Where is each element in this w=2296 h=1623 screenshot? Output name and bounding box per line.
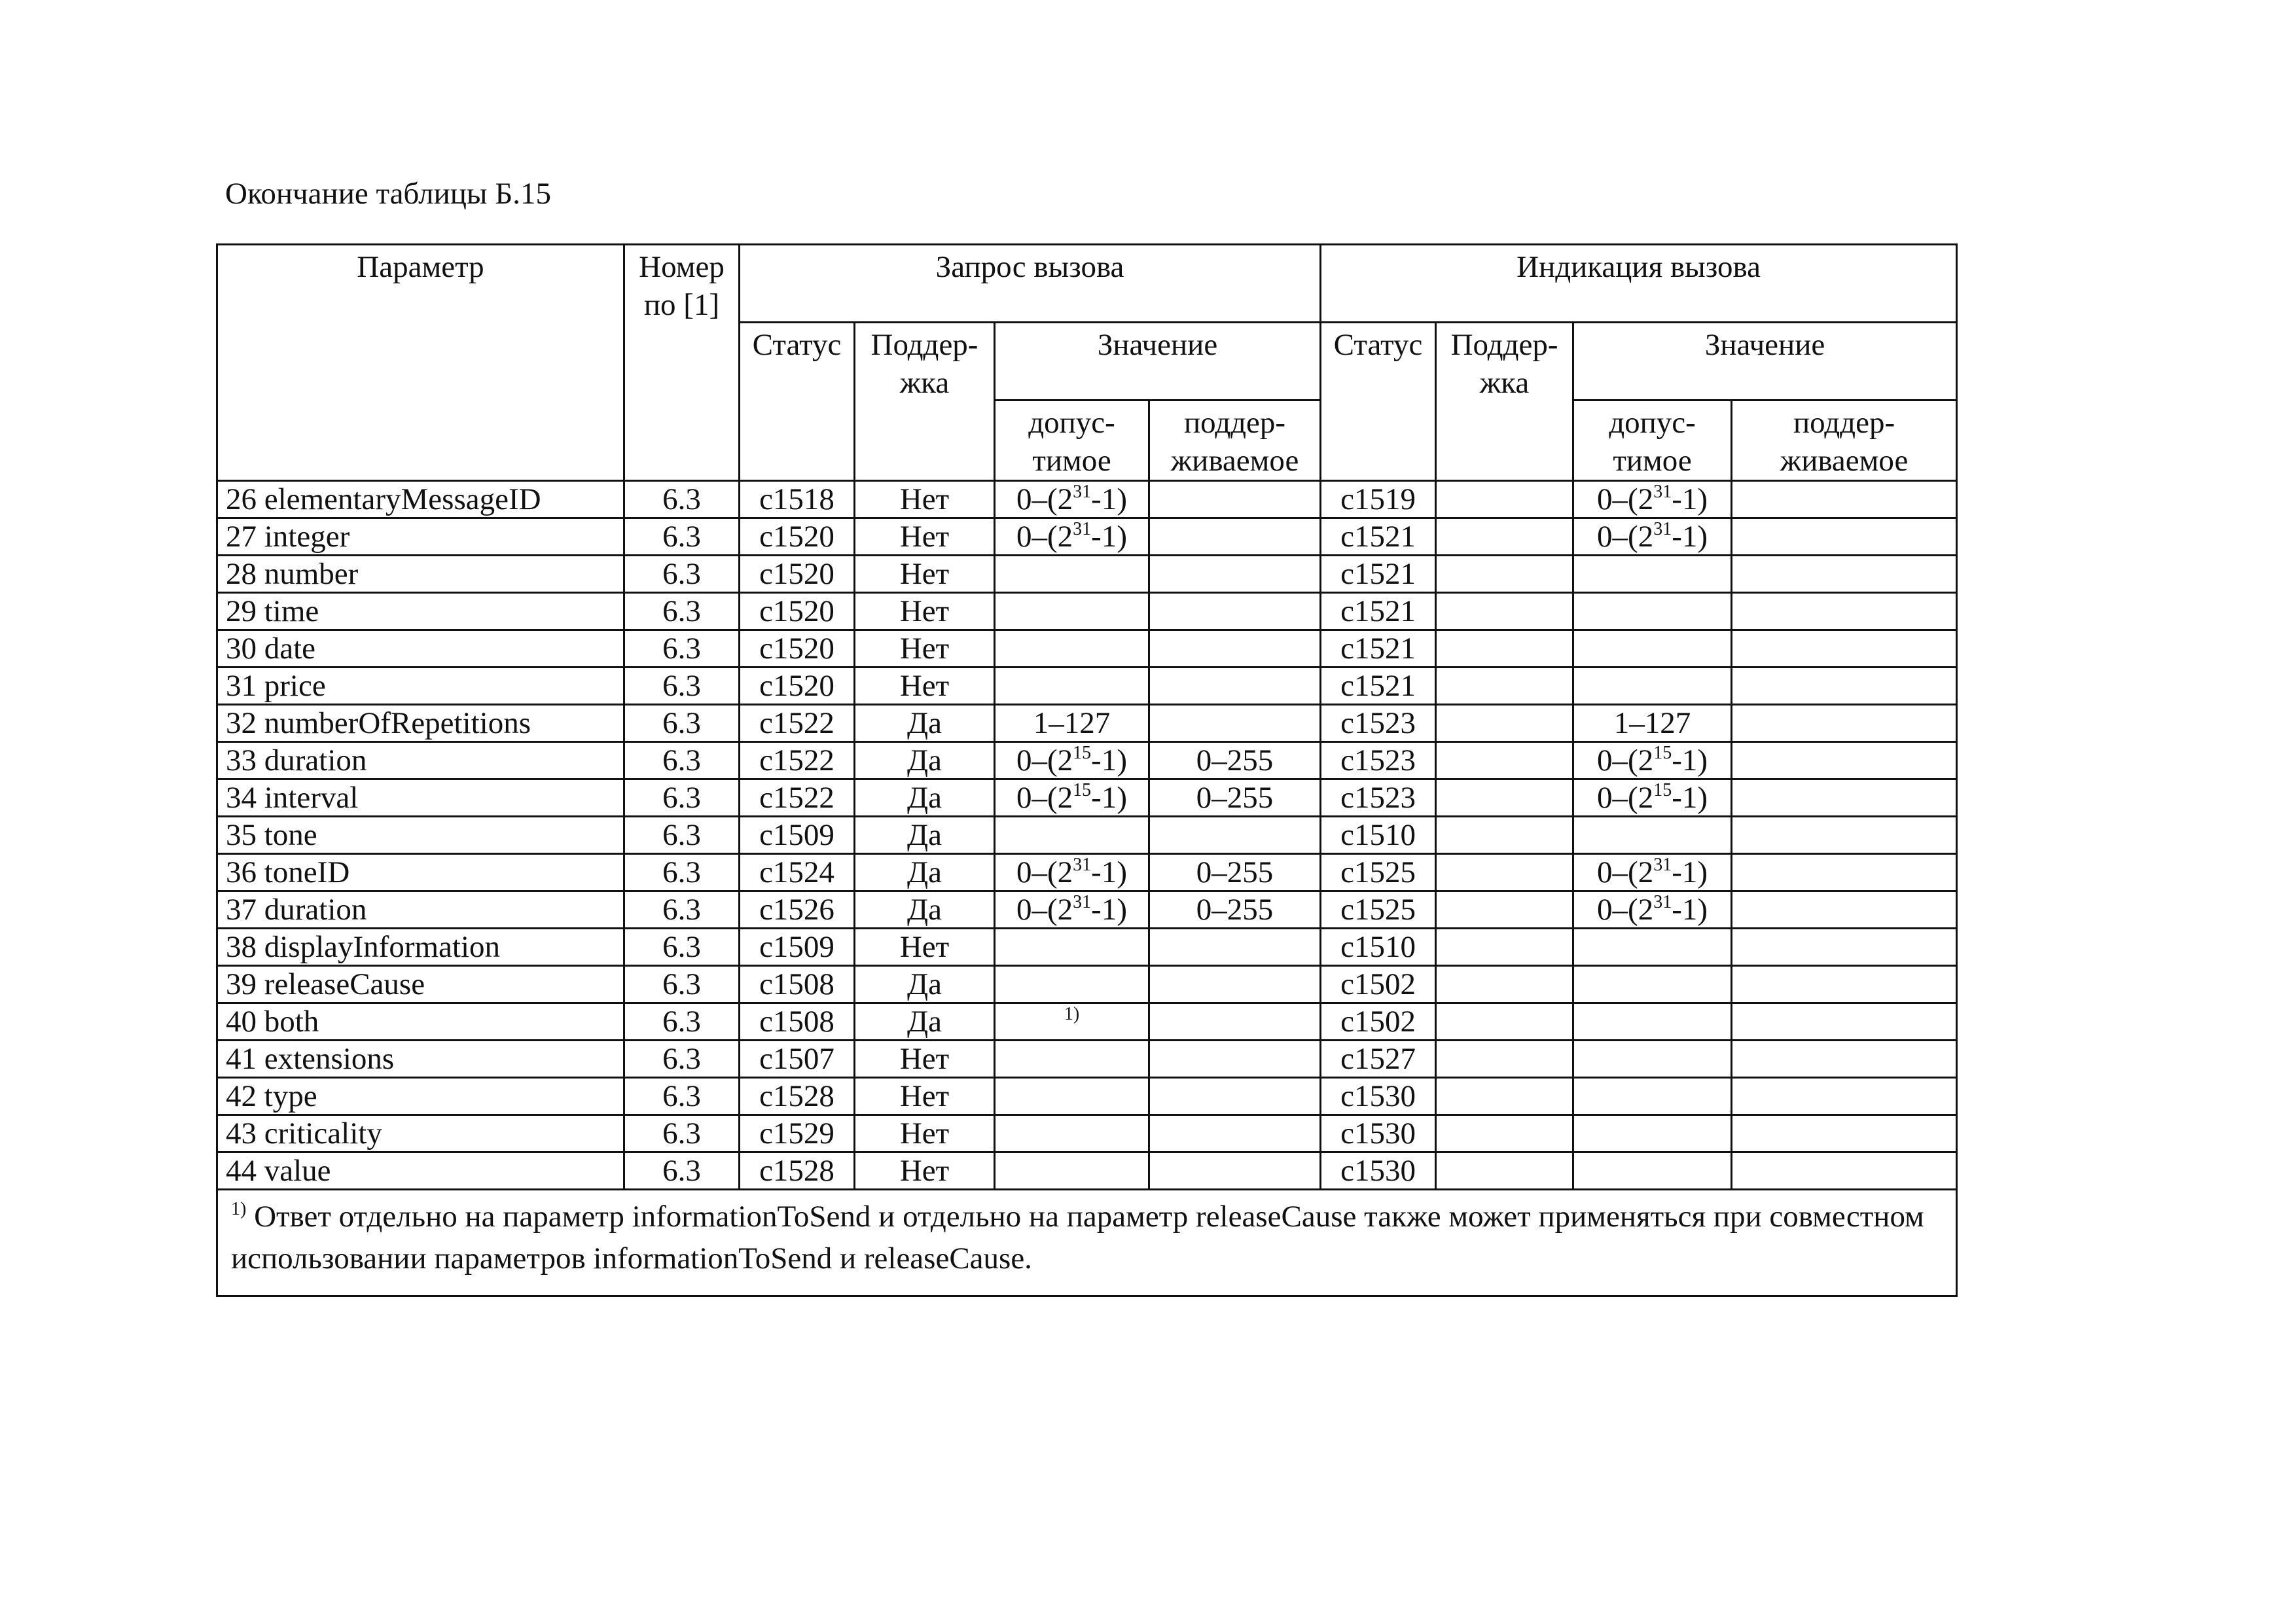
request-status-cell: c1522 [740,742,855,779]
request-support-cell: Нет [855,630,995,668]
indication-status-cell: c1521 [1321,668,1436,705]
param-cell: 38 displayInformation [217,929,624,966]
request-status-cell: c1528 [740,1078,855,1115]
indication-status-cell: c1527 [1321,1041,1436,1078]
request-status-cell: c1528 [740,1152,855,1190]
request-status-cell: c1520 [740,630,855,668]
request-supported-cell [1149,966,1321,1003]
indication-status-cell: c1502 [1321,966,1436,1003]
request-support-cell: Да [855,1003,995,1041]
request-support-cell: Да [855,817,995,854]
indication-support-cell [1436,1152,1573,1190]
indication-status-cell: c1530 [1321,1078,1436,1115]
param-cell: 33 duration [217,742,624,779]
indication-allowed-cell-exponent: 31 [1653,892,1672,912]
header-param: Параметр [217,245,624,481]
indication-allowed-cell-suffix: -1) [1672,781,1708,815]
request-status-cell: c1508 [740,1003,855,1041]
request-allowed-cell [995,929,1149,966]
param-cell: 39 releaseCause [217,966,624,1003]
header-indication-status: Статус [1321,323,1436,481]
number-cell: 6.3 [624,929,740,966]
indication-allowed-cell [1573,705,1732,742]
indication-status-cell: c1521 [1321,593,1436,630]
indication-support-cell [1436,1003,1573,1041]
request-allowed-cell [995,705,1149,742]
number-cell: 6.3 [624,779,740,817]
request-allowed-cell [995,817,1149,854]
request-allowed-cell [995,854,1149,891]
request-status-cell: c1522 [740,779,855,817]
request-allowed-cell [995,1115,1149,1152]
footnote-row [217,1190,1957,1296]
indication-support-cell [1436,742,1573,779]
indication-allowed-cell-base: 0–(2 [1597,743,1654,777]
request-allowed-cell-exponent: 31 [1073,519,1092,539]
request-supported-cell: 0–255 [1149,742,1321,779]
param-cell: 26 elementaryMessageID [217,481,624,518]
number-cell: 6.3 [624,481,740,518]
request-allowed-cell [995,1078,1149,1115]
header-request-support-line1: Поддер- [870,328,978,362]
indication-allowed-cell-exponent: 15 [1653,780,1672,800]
table-row [217,817,1957,854]
number-cell: 6.3 [624,705,740,742]
indication-allowed-cell [1573,556,1732,593]
number-cell: 6.3 [624,891,740,929]
param-cell: 44 value [217,1152,624,1190]
request-allowed-cell-base: 1–127 [1033,706,1111,740]
indication-supported-cell [1732,929,1957,966]
request-allowed-cell [995,1003,1149,1041]
indication-allowed-cell-exponent: 15 [1653,743,1672,763]
indication-allowed-cell-suffix: -1) [1672,520,1708,554]
number-cell: 6.3 [624,556,740,593]
request-support-cell: Нет [855,1115,995,1152]
request-support-cell: Нет [855,518,995,556]
indication-supported-cell [1732,779,1957,817]
request-supported-cell [1149,630,1321,668]
indication-supported-cell [1732,630,1957,668]
request-status-cell: c1529 [740,1115,855,1152]
param-cell: 37 duration [217,891,624,929]
request-supported-cell [1149,929,1321,966]
header-request-support [855,323,995,481]
parameters-table [216,243,1958,1297]
indication-allowed-cell-base: 1–127 [1613,706,1691,740]
param-cell: 31 price [217,668,624,705]
header-request-allowed-line1: допус- [1028,406,1115,440]
request-supported-cell [1149,705,1321,742]
table-row [217,929,1957,966]
table-row [217,1152,1957,1190]
indication-support-cell [1436,630,1573,668]
request-allowed-cell [995,742,1149,779]
indication-allowed-cell [1573,817,1732,854]
request-allowed-cell [995,779,1149,817]
param-cell: 43 criticality [217,1115,624,1152]
header-indication-value: Значение [1573,323,1957,401]
number-cell: 6.3 [624,1041,740,1078]
number-cell: 6.3 [624,630,740,668]
number-cell: 6.3 [624,668,740,705]
param-cell: 28 number [217,556,624,593]
request-support-cell: Нет [855,1041,995,1078]
indication-status-cell: c1510 [1321,817,1436,854]
request-allowed-cell-suffix: -1) [1091,482,1127,516]
request-supported-cell [1149,593,1321,630]
request-status-cell: c1508 [740,966,855,1003]
indication-allowed-cell [1573,1115,1732,1152]
header-request-value: Значение [995,323,1321,401]
param-cell: 29 time [217,593,624,630]
request-support-cell: Нет [855,929,995,966]
indication-status-cell: c1519 [1321,481,1436,518]
indication-status-cell: c1523 [1321,779,1436,817]
request-allowed-cell [995,1041,1149,1078]
table-row [217,854,1957,891]
param-cell: 41 extensions [217,1041,624,1078]
header-indication-allowed [1573,401,1732,481]
indication-support-cell [1436,891,1573,929]
indication-supported-cell [1732,966,1957,1003]
indication-support-cell [1436,668,1573,705]
indication-allowed-cell-base: 0–(2 [1597,781,1654,815]
indication-allowed-cell [1573,668,1732,705]
indication-support-cell [1436,518,1573,556]
indication-supported-cell [1732,556,1957,593]
request-allowed-cell-suffix: -1) [1091,781,1127,815]
indication-supported-cell [1732,1003,1957,1041]
request-status-cell: c1509 [740,929,855,966]
request-status-cell: c1520 [740,593,855,630]
request-allowed-cell [995,481,1149,518]
request-supported-cell: 0–255 [1149,891,1321,929]
request-supported-cell: 0–255 [1149,779,1321,817]
header-indication-support-line1: Поддер- [1450,328,1558,362]
request-support-cell: Да [855,966,995,1003]
table-row [217,630,1957,668]
header-request-supported-line2: живаемое [1170,444,1299,478]
indication-supported-cell [1732,1078,1957,1115]
request-allowed-cell-base: 0–(2 [1016,855,1073,889]
request-support-cell: Нет [855,481,995,518]
header-request: Запрос вызова [740,245,1321,323]
header-indication-supported-line1: поддер- [1793,406,1895,440]
indication-allowed-cell-base: 0–(2 [1597,855,1654,889]
request-status-cell: c1507 [740,1041,855,1078]
request-allowed-cell-base: 0–(2 [1016,781,1073,815]
number-cell: 6.3 [624,1003,740,1041]
request-status-cell: c1509 [740,817,855,854]
number-cell: 6.3 [624,817,740,854]
header-indication-support-line2: жка [1479,366,1530,400]
param-cell: 35 tone [217,817,624,854]
number-cell: 6.3 [624,742,740,779]
table-row [217,1115,1957,1152]
header-row-1 [217,245,1957,323]
table-row [217,1041,1957,1078]
indication-status-cell: c1530 [1321,1152,1436,1190]
param-cell: 30 date [217,630,624,668]
indication-supported-cell [1732,1041,1957,1078]
table-row [217,742,1957,779]
number-cell: 6.3 [624,593,740,630]
indication-status-cell: c1525 [1321,854,1436,891]
request-support-cell: Нет [855,593,995,630]
indication-allowed-cell-base: 0–(2 [1597,482,1654,516]
indication-allowed-cell [1573,1003,1732,1041]
request-support-cell: Нет [855,668,995,705]
request-support-cell: Нет [855,1152,995,1190]
indication-support-cell [1436,1115,1573,1152]
indication-allowed-cell [1573,891,1732,929]
indication-allowed-cell [1573,630,1732,668]
table-row [217,518,1957,556]
indication-allowed-cell-suffix: -1) [1672,743,1708,777]
request-supported-cell [1149,1078,1321,1115]
request-allowed-cell-suffix: -1) [1091,743,1127,777]
indication-allowed-cell [1573,854,1732,891]
footnote [217,1190,1957,1296]
indication-allowed-cell-base: 0–(2 [1597,520,1654,554]
indication-allowed-cell [1573,518,1732,556]
header-request-allowed-line2: тимое [1032,444,1111,478]
indication-support-cell [1436,481,1573,518]
request-supported-cell [1149,1152,1321,1190]
header-number-line1: Номер [639,250,725,284]
indication-support-cell [1436,705,1573,742]
header-number-line2: по [1] [643,288,720,322]
request-allowed-cell-exponent: 15 [1073,743,1092,763]
request-supported-cell [1149,518,1321,556]
number-cell: 6.3 [624,966,740,1003]
request-support-cell: Да [855,854,995,891]
request-support-cell: Да [855,891,995,929]
indication-status-cell: c1521 [1321,556,1436,593]
indication-allowed-cell-exponent: 31 [1653,482,1672,502]
request-status-cell: c1526 [740,891,855,929]
indication-supported-cell [1732,668,1957,705]
request-status-cell: c1522 [740,705,855,742]
indication-allowed-cell-suffix: -1) [1672,855,1708,889]
indication-supported-cell [1732,742,1957,779]
request-allowed-cell [995,891,1149,929]
request-allowed-cell-base: 0–(2 [1016,482,1073,516]
indication-support-cell [1436,593,1573,630]
table-row [217,966,1957,1003]
request-supported-cell: 0–255 [1149,854,1321,891]
header-indication-allowed-line1: допус- [1609,406,1696,440]
indication-support-cell [1436,779,1573,817]
request-allowed-cell [995,518,1149,556]
table-caption: Окончание таблицы Б.15 [225,177,551,211]
request-support-cell: Да [855,742,995,779]
request-allowed-cell-base: 0–(2 [1016,893,1073,927]
indication-allowed-cell [1573,966,1732,1003]
request-status-cell: c1524 [740,854,855,891]
header-indication-supported [1732,401,1957,481]
request-status-cell: c1520 [740,518,855,556]
request-allowed-cell-base: 0–(2 [1016,520,1073,554]
request-allowed-cell-suffix: -1) [1091,855,1127,889]
header-number [624,245,740,481]
request-supported-cell [1149,668,1321,705]
table-row [217,481,1957,518]
indication-allowed-cell [1573,742,1732,779]
indication-allowed-cell-base: 0–(2 [1597,893,1654,927]
header-indication-support [1436,323,1573,481]
indication-allowed-cell-exponent: 31 [1653,519,1672,539]
request-allowed-cell-suffix: -1) [1091,893,1127,927]
request-status-cell: c1520 [740,556,855,593]
number-cell: 6.3 [624,1115,740,1152]
indication-supported-cell [1732,891,1957,929]
indication-supported-cell [1732,705,1957,742]
table-body [217,245,1957,1296]
indication-support-cell [1436,854,1573,891]
header-request-support-line2: жка [899,366,950,400]
request-allowed-cell [995,593,1149,630]
table-row [217,779,1957,817]
indication-status-cell: c1523 [1321,705,1436,742]
indication-status-cell: c1523 [1321,742,1436,779]
indication-allowed-cell [1573,929,1732,966]
request-allowed-cell [995,966,1149,1003]
indication-status-cell: c1530 [1321,1115,1436,1152]
request-allowed-cell-exponent: 31 [1073,482,1092,502]
footnote-text: Ответ отдельно на параметр informationToSend и отдельно на параметр releaseCause также может применяться при совместном использовании параметров informationToSend и releaseCause. [231,1200,1924,1275]
request-supported-cell [1149,481,1321,518]
header-request-allowed [995,401,1149,481]
header-indication-supported-line2: живаемое [1780,444,1909,478]
table-row [217,891,1957,929]
indication-supported-cell [1732,1115,1957,1152]
request-status-cell: c1518 [740,481,855,518]
indication-allowed-cell [1573,779,1732,817]
indication-allowed-cell-exponent: 31 [1653,855,1672,875]
indication-allowed-cell-suffix: -1) [1672,482,1708,516]
request-allowed-cell [995,556,1149,593]
number-cell: 6.3 [624,854,740,891]
indication-supported-cell [1732,593,1957,630]
number-cell: 6.3 [624,1078,740,1115]
header-indication-allowed-line2: тимое [1613,444,1692,478]
request-supported-cell [1149,1041,1321,1078]
indication-supported-cell [1732,481,1957,518]
indication-allowed-cell [1573,1152,1732,1190]
indication-support-cell [1436,966,1573,1003]
request-allowed-cell-base: 0–(2 [1016,743,1073,777]
indication-support-cell [1436,817,1573,854]
indication-status-cell: c1521 [1321,630,1436,668]
request-allowed-cell [995,668,1149,705]
request-support-cell: Нет [855,556,995,593]
header-request-supported-line1: поддер- [1183,406,1286,440]
request-allowed-cell-exponent: 31 [1073,855,1092,875]
request-supported-cell [1149,556,1321,593]
request-support-cell: Нет [855,1078,995,1115]
indication-support-cell [1436,556,1573,593]
request-allowed-cell-suffix: -1) [1091,520,1127,554]
indication-allowed-cell [1573,1078,1732,1115]
param-cell: 27 integer [217,518,624,556]
indication-status-cell: c1510 [1321,929,1436,966]
request-allowed-cell-exponent: 1) [1064,1004,1080,1024]
indication-support-cell [1436,929,1573,966]
request-status-cell: c1520 [740,668,855,705]
indication-status-cell: c1521 [1321,518,1436,556]
param-cell: 42 type [217,1078,624,1115]
indication-allowed-cell [1573,593,1732,630]
header-indication: Индикация вызова [1321,245,1957,323]
indication-allowed-cell [1573,1041,1732,1078]
table-row [217,1078,1957,1115]
request-allowed-cell-exponent: 31 [1073,892,1092,912]
request-support-cell: Да [855,779,995,817]
request-supported-cell [1149,817,1321,854]
request-support-cell: Да [855,705,995,742]
table-row [217,705,1957,742]
indication-allowed-cell-suffix: -1) [1672,893,1708,927]
request-allowed-cell-exponent: 15 [1073,780,1092,800]
table-row [217,668,1957,705]
indication-support-cell [1436,1041,1573,1078]
table-row [217,556,1957,593]
indication-status-cell: c1525 [1321,891,1436,929]
header-request-status: Статус [740,323,855,481]
param-cell: 32 numberOfRepetitions [217,705,624,742]
param-cell: 34 interval [217,779,624,817]
indication-supported-cell [1732,518,1957,556]
indication-allowed-cell [1573,481,1732,518]
indication-supported-cell [1732,854,1957,891]
request-supported-cell [1149,1115,1321,1152]
param-cell: 36 toneID [217,854,624,891]
param-cell: 40 both [217,1003,624,1041]
indication-status-cell: c1502 [1321,1003,1436,1041]
indication-support-cell [1436,1078,1573,1115]
number-cell: 6.3 [624,1152,740,1190]
header-request-supported [1149,401,1321,481]
number-cell: 6.3 [624,518,740,556]
indication-supported-cell [1732,1152,1957,1190]
request-allowed-cell [995,630,1149,668]
table-row [217,1003,1957,1041]
footnote-mark: 1) [231,1199,247,1219]
request-allowed-cell [995,1152,1149,1190]
table-row [217,593,1957,630]
indication-supported-cell [1732,817,1957,854]
request-supported-cell [1149,1003,1321,1041]
